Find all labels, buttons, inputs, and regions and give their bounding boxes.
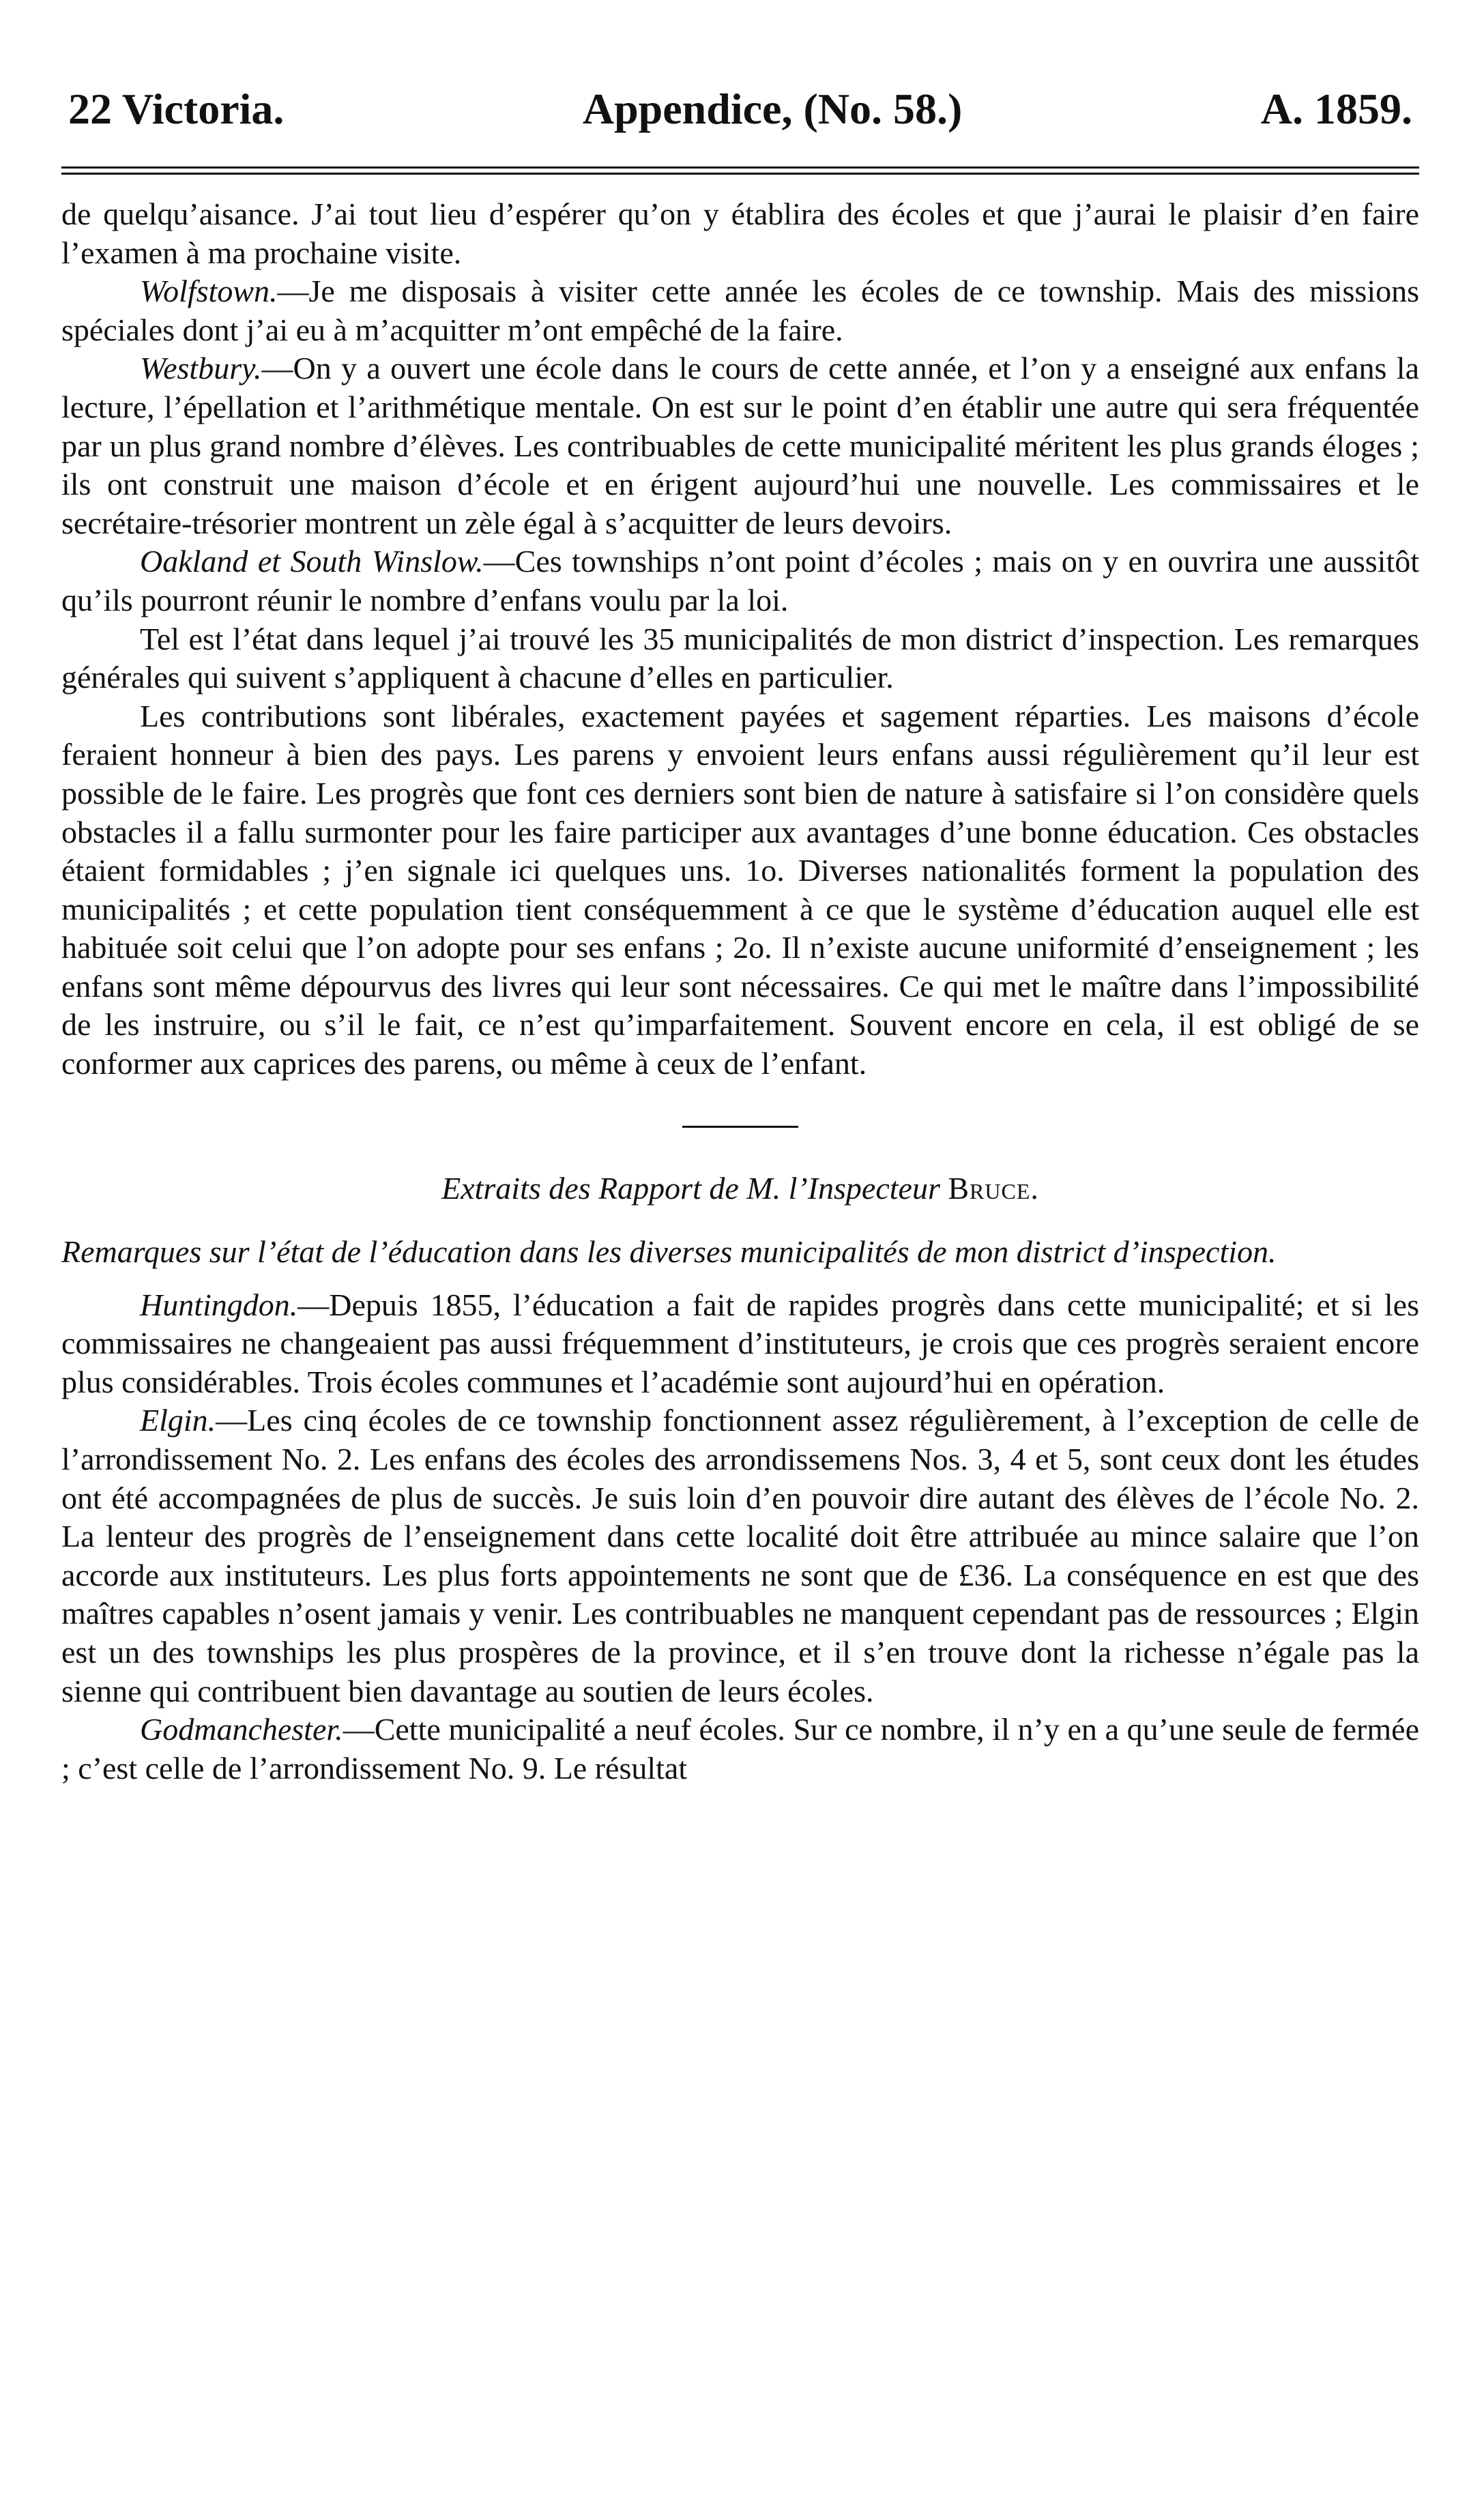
header-session: 22 Victoria.: [68, 85, 285, 133]
place-name: Godmanchester.: [140, 1712, 343, 1747]
paragraph-elgin: [61, 1401, 1419, 1710]
paragraph-text: —Depuis 1855, l’éducation a fait de rapides progrès dans cette municipalité; et si les commissaires ne changeaient pas aussi fréquemment d’instituteurs, je crois que ces progrès seraient encore plus considérables. Trois écoles communes et l’académie sont aujourd’hui en opération.: [61, 1287, 1419, 1399]
document-page: [61, 82, 1419, 1788]
header-rule-line-1: [61, 166, 1419, 169]
extract-title: [61, 1169, 1419, 1208]
paragraph-huntingdon: [61, 1286, 1419, 1402]
place-name: Elgin.: [140, 1403, 216, 1438]
paragraph-general-remarks: Les contributions sont libérales, exactement payées et sagement réparties. Les maisons d’école feraient honneur à bien des pays. Les parens y envoient leurs enfans aussi régulièrement qu’il leur est possible de le faire. Les progrès que font ces derniers sont bien de nature à satisfaire si l’on considère quels obstacles il a fallu surmonter pour les faire participer aux avantages d’une bonne éducation. Ces obstacles étaient formidables ; j’en signale ici quelques uns. 1o. Diverses nationalités forment la population des municipalités ; et cette population tient conséquemment à ce que le système d’éducation auquel elle est habituée soit celui que l’on adopte pour ses enfans ; 2o. Il n’existe aucune uniformité d’enseignement ; les enfans sont même dépourvus des livres qui leur sont nécessaires. Ce qui met le maître dans l’impossibilité de les instruire, ou s’il le fait, ce n’est qu’imparfaitement. Souvent encore en cela, il est obligé de se conformer aux caprices des parens, ou même à ceux de l’enfant.: [61, 698, 1419, 1081]
paragraph-text: —Ces townships n’ont point d’écoles ; mais on y en ouvrira une aussitôt qu’ils pourront réunir le nombre d’enfans voulu par la loi.: [61, 544, 1419, 617]
paragraph-text: —Cette municipalité a neuf écoles. Sur ce nombre, il n’y en a qu’une seule de fermée ; c’est celle de l’arrondissement No. 9. Le résultat: [61, 1712, 1419, 1786]
header-rule-line-2: [61, 173, 1419, 175]
section-separator: [682, 1126, 798, 1128]
paragraph-text: —On y a ouvert une école dans le cours de cette année, et l’on y a enseigné aux enfans la lecture, l’épellation et l’arithmétique mentale. On est sur le point d’en établir une autre qui sera fréquentée par un plus grand nombre d’élèves. Les contribuables de cette municipalité méritent les plus grands éloges ; ils ont construit une maison d’école et en érigent aujourd’hui une nouvelle. Les commissaires et le secrétaire-trésorier montrent un zèle égal à s’acquitter de leurs devoirs.: [61, 351, 1419, 540]
place-name: Westbury.: [140, 351, 262, 386]
place-name: Wolfstown.: [140, 274, 278, 309]
header-year: A. 1859.: [1260, 85, 1412, 133]
paragraph-continuation: de quelqu’aisance. J’ai tout lieu d’espérer qu’on y établira des écoles et que j’aurai le plaisir d’en faire l’examen à ma prochaine visite.: [61, 196, 1419, 270]
header-title: Appendice, (No. 58.): [582, 85, 963, 133]
remarks-heading: Remarques sur l’état de l’éducation dans les diverses municipalités de mon district d’inspection.: [61, 1234, 1277, 1269]
paragraph-text: —Je me disposais à visiter cette année les écoles de ce township. Mais des missions spéciales dont j’ai eu à m’acquitter m’ont empêché de la faire.: [61, 274, 1419, 347]
inspector-name: Bruce.: [948, 1170, 1039, 1206]
paragraph-oakland: [61, 542, 1419, 620]
place-name: Oakland et South Winslow.: [140, 544, 484, 579]
running-header: [61, 82, 1419, 136]
paragraph-summary: Tel est l’état dans lequel j’ai trouvé les 35 municipalités de mon district d’inspection. Les remarques générales qui suivent s’appliquent à chacune d’elles en particulier.: [61, 621, 1419, 695]
place-name: Huntingdon.: [140, 1287, 298, 1322]
paragraph-westbury: [61, 349, 1419, 542]
paragraph-godmanchester: [61, 1710, 1419, 1788]
section-municipalities: [61, 1286, 1419, 1788]
paragraph-text: —Les cinq écoles de ce township fonctionnent assez régulièrement, à l’exception de celle de l’arrondissement No. 2. Les enfans des écoles des arrondissemens Nos. 3, 4 et 5, sont ceux dont les études ont été accompagnées de plus de succès. Je suis loin d’en pouvoir dire autant des élèves de l’école No. 2. La lenteur des progrès de l’enseignement dans cette localité doit être attribuée au mince salaire que l’on accorde aux instituteurs. Les plus forts appointements ne sont que de £36. La conséquence en est que des maîtres capables n’osent jamais y venir. Les contribuables ne manquent cependant pas de ressources ; Elgin est un des townships les plus prospères de la province, et il s’en trouve dont la richesse n’égale pas la sienne qui contribuent bien davantage au soutien de leurs écoles.: [61, 1403, 1419, 1708]
header-rule: [61, 166, 1419, 175]
extract-title-text: Extraits des Rapport de M. l’Inspecteur: [441, 1170, 940, 1206]
paragraph-wolfstown: [61, 272, 1419, 349]
section-continuation: [61, 195, 1419, 1083]
